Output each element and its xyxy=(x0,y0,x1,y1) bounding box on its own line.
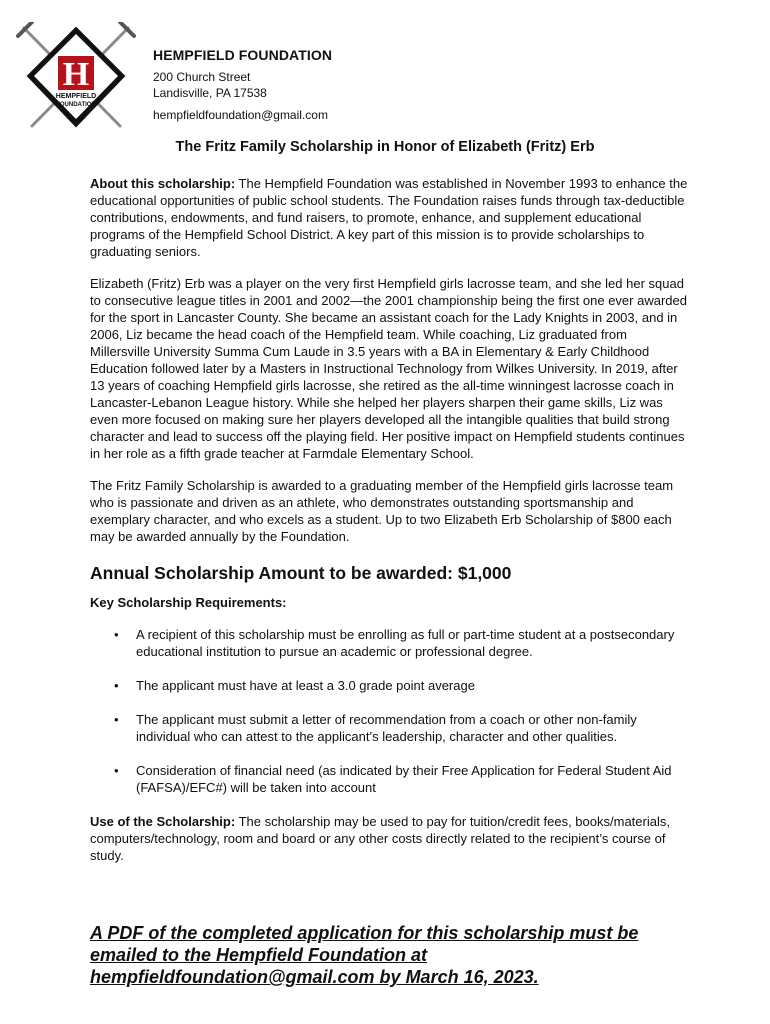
header-email: hempfieldfoundation@gmail.com xyxy=(153,108,328,122)
bullet-icon: • xyxy=(114,763,119,778)
bullet-icon: • xyxy=(114,678,119,693)
annual-amount-heading: Annual Scholarship Amount to be awarded: $1,000 xyxy=(90,563,512,583)
document-body xyxy=(90,175,690,879)
requirements-list xyxy=(90,626,690,796)
use-label: Use of the Scholarship: xyxy=(90,814,236,829)
requirement-text: The applicant must have at least a 3.0 grade point average xyxy=(136,678,475,693)
logo-letter: H xyxy=(62,56,90,93)
logo-text-line2: FOUNDATION xyxy=(56,102,96,108)
about-label: About this scholarship: xyxy=(90,176,236,191)
list-item xyxy=(90,626,690,660)
submission-instructions: A PDF of the completed application for this scholarship must be emailed to the Hempfield Foundation at hempfieldfoundation@gmail.com by March 16, 2023. xyxy=(90,923,639,987)
bullet-icon: • xyxy=(114,627,119,642)
use-paragraph xyxy=(90,813,690,864)
award-paragraph: The Fritz Family Scholarship is awarded to a graduating member of the Hempfield girls lacrosse team who is passionate and driven as an athlete, who demonstrates outstanding sportsmanship and exemplary character, and who excels as a student. Up to two Elizabeth Erb Scholarship of $800 each may be awarded annually by the Foundation. xyxy=(90,478,674,544)
logo-text-line1: HEMPFIELD xyxy=(55,93,97,100)
requirements-heading: Key Scholarship Requirements: xyxy=(90,595,287,610)
organization-header xyxy=(153,47,332,123)
requirement-text: Consideration of financial need (as indicated by their Free Application for Federal Student Aid (FAFSA)/EFC#) will be taken into account xyxy=(136,763,672,795)
street-address: 200 Church Street xyxy=(153,70,251,84)
organization-name: HEMPFIELD FOUNDATION xyxy=(153,47,333,63)
scholarship-title: The Fritz Family Scholarship in Honor of Elizabeth (Fritz) Erb xyxy=(175,139,595,155)
city-address: Landisville, PA 17538 xyxy=(153,86,267,100)
list-item xyxy=(90,711,690,745)
list-item xyxy=(90,762,690,796)
about-paragraph xyxy=(90,175,690,260)
requirement-text: A recipient of this scholarship must be enrolling as full or part-time student at a postsecondary educational institution to pursue an academic or professional degree. xyxy=(136,627,675,659)
use-text: The scholarship may be used to pay for tuition/credit fees, books/materials, computers/technology, room and board or any other costs directly related to the recipient’s course of study. xyxy=(90,814,670,863)
about-text: The Hempfield Foundation was established in November 1993 to enhance the educational opportunities of public school students. The Foundation raises funds through tax-deductible contributions, endowments, and fund raisers, to promote, enhance, and supplement educational programs of the Hempfield School District. A key part of this mission is to provide scholarships to graduating seniors. xyxy=(90,176,688,259)
bio-paragraph: Elizabeth (Fritz) Erb was a player on the very first Hempfield girls lacrosse team, and she led her squad to consecutive league titles in 2001 and 2002—the 2001 championship being the first one ever awarded for the sport in Lancaster County. She became an assistant coach for the Lady Knights in 2003, and in 2006, Liz became the head coach of the Hempfield team. While coaching, Liz graduated from Millersville University Summa Cum Laude in 3.5 years with a BA in Elementary & Early Childhood Education followed later by a Masters in Instructional Technology from Wilkes University. In 2019, after 13 years of coaching Hempfield girls lacrosse, she retired as the all-time winningest lacrosse coach in Lancaster-Lebanon League history. While she helped her players sharpen their game skills, Liz was even more focused on making sure her players developed all the intangible qualities that build strong character and lead to success off the playing field. Her positive impact on Hempfield students continues in her role as a fifth grade teacher at Farmdale Elementary School. xyxy=(90,276,687,461)
requirement-text: The applicant must submit a letter of recommendation from a coach or other non-family individual who can attest to the applicant’s leadership, character and other qualities. xyxy=(136,712,637,744)
hempfield-foundation-logo xyxy=(16,22,136,134)
list-item xyxy=(90,677,690,694)
bullet-icon: • xyxy=(114,712,119,727)
